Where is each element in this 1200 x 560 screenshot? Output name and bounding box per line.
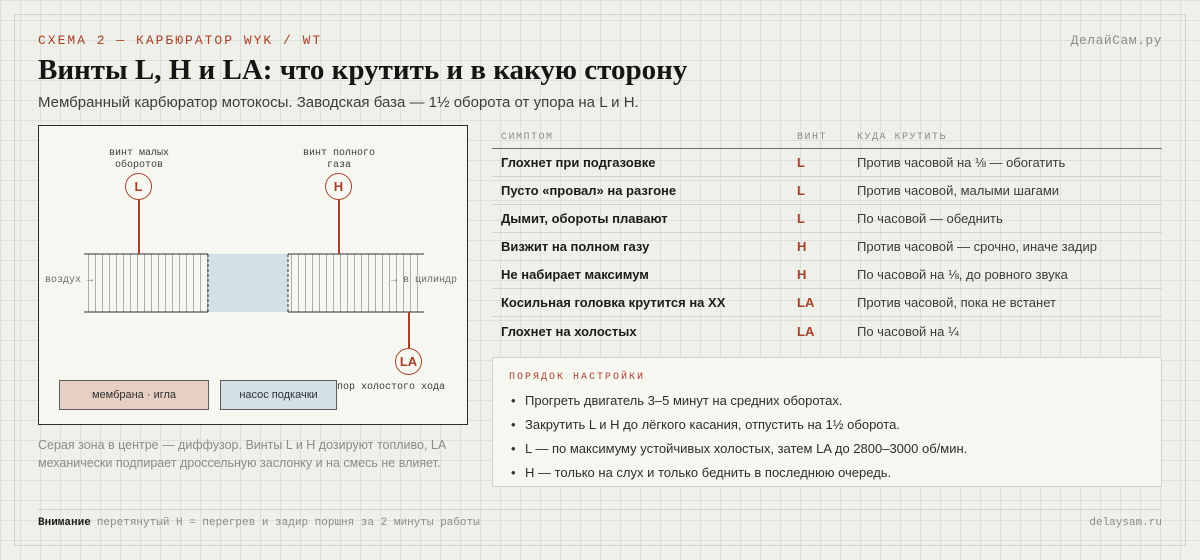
membrane-needle-box: мембрана · игла xyxy=(59,380,209,410)
table-row xyxy=(492,233,1162,261)
row-action: Против часовой на ⅛ — обогатить xyxy=(857,155,1066,170)
screw-h[interactable]: H xyxy=(325,173,352,200)
row-screw: LA xyxy=(797,323,815,339)
warning-label: Внимание xyxy=(38,517,91,529)
row-screw: L xyxy=(797,155,805,170)
primer-pump-box: насос подкачки xyxy=(220,380,337,410)
air-inlet-label: воздух → xyxy=(45,275,94,286)
table-row xyxy=(492,261,1162,289)
row-symptom: Не набирает максимум xyxy=(501,267,649,282)
row-action: Против часовой, пока не встанет xyxy=(857,295,1056,310)
procedure-list xyxy=(509,389,1145,485)
carburetor-diagram xyxy=(38,125,468,425)
screw-l[interactable]: L xyxy=(125,173,152,200)
row-screw: H xyxy=(797,239,807,254)
row-action: Против часовой — срочно, иначе задир xyxy=(857,239,1097,254)
table-row xyxy=(492,205,1162,233)
footer-divider xyxy=(38,509,1162,510)
row-action: По часовой на ¼ xyxy=(857,323,959,339)
row-symptom: Глохнет при подгазовке xyxy=(501,155,656,170)
list-item: • H — только на слух и только беднить в последнюю очередь. xyxy=(509,461,1145,485)
cylinder-outlet-label: → в цилиндр xyxy=(391,275,458,286)
diffuser xyxy=(208,254,288,312)
row-screw: L xyxy=(797,211,805,226)
row-action: Против часовой, малыми шагами xyxy=(857,183,1060,198)
list-item: • L — по максимуму устойчивых холостых, затем LA до 2800–3000 об/мин. xyxy=(509,437,1145,461)
table-row xyxy=(492,317,1162,345)
tuning-procedure xyxy=(492,357,1162,487)
list-item: • Прогреть двигатель 3–5 минут на средних оборотах. xyxy=(509,389,1145,413)
header-screw: ВИНТ xyxy=(797,132,828,143)
screw-la[interactable]: LA xyxy=(395,348,422,375)
page-subtitle: Мембранный карбюратор мотокосы. Заводская база — 1½ оборота от упора на L и H. xyxy=(38,94,639,111)
body-left xyxy=(84,254,208,312)
screw-la-caption: пор холостого хода xyxy=(337,382,446,393)
screw-l-caption: винт малых оборотов xyxy=(108,148,169,171)
footer-brand[interactable]: delaysam.ru xyxy=(1089,517,1162,529)
warning-text: перетянутый H = перегрев и задир поршня за 2 минуты работы xyxy=(96,517,480,529)
table-row xyxy=(492,177,1162,205)
list-item: • Закрутить L и H до лёгкого касания, отпустить на 1½ оборота. xyxy=(509,413,1145,437)
row-action: По часовой на ⅛, до ровного звука xyxy=(857,267,1068,282)
header-symptom: СИМПТОМ xyxy=(501,132,554,143)
row-symptom: Косильная головка крутится на ХХ xyxy=(501,295,726,310)
page-title: Винты L, H и LA: что крутить и в какую сторону xyxy=(38,54,688,86)
header-action: КУДА КРУТИТЬ xyxy=(857,132,948,143)
site-brand[interactable]: ДелайСам.ру xyxy=(1070,33,1162,48)
row-symptom: Визжит на полном газу xyxy=(501,239,650,254)
row-screw: LA xyxy=(797,295,815,310)
symptom-table xyxy=(492,127,1162,345)
procedure-title: ПОРЯДОК НАСТРОЙКИ xyxy=(509,372,646,383)
footer-warning xyxy=(38,517,480,529)
screw-h-caption: винт полного газа xyxy=(302,148,375,171)
diagram-caption: Серая зона в центре — диффузор. Винты L и H дозируют топливо, LA механически подпирает дроссельную заслонку и на смесь не влияет. xyxy=(38,438,446,470)
row-symptom: Пусто «провал» на разгоне xyxy=(501,183,677,198)
table-row xyxy=(492,149,1162,177)
row-screw: L xyxy=(797,183,805,198)
table-header xyxy=(492,127,1162,149)
row-screw: H xyxy=(797,267,807,282)
row-action: По часовой — обеднить xyxy=(857,211,1003,226)
table-row xyxy=(492,289,1162,317)
diagram-kicker: СХЕМА 2 — КАРБЮРАТОР WYK / WT xyxy=(38,33,323,48)
row-symptom: Дымит, обороты плавают xyxy=(501,211,668,226)
row-symptom: Глохнет на холостых xyxy=(501,323,637,339)
